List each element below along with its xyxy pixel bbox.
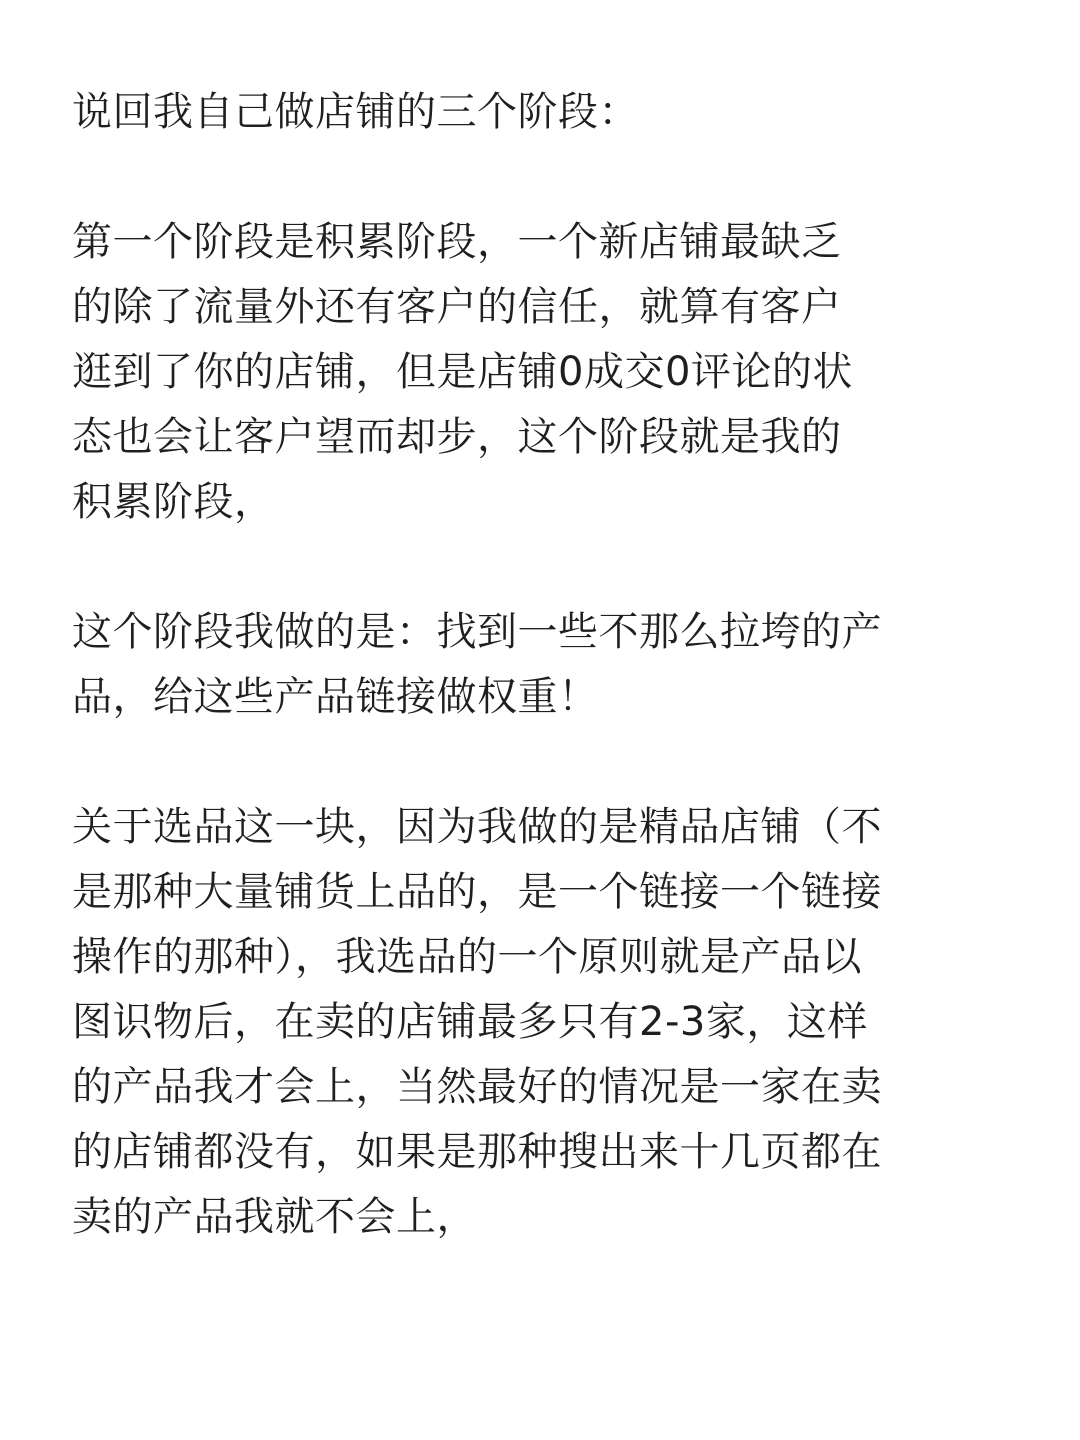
text-line: 操作的那种），我选品的一个原则就是产品以: [72, 934, 862, 980]
paragraph-stage-action: [72, 600, 1008, 730]
text-line: 关于选品这一块，因为我做的是精品店铺（不: [72, 804, 882, 850]
paragraph-intro: [72, 80, 1008, 145]
text-line: 卖的产品我就不会上，: [72, 1194, 477, 1240]
text-line: 图识物后，在卖的店铺最多只有2-3家，这样: [72, 999, 868, 1045]
text-line: 这个阶段我做的是：找到一些不那么拉垮的产: [72, 609, 882, 655]
text-line: 是那种大量铺货上品的，是一个链接一个链接: [72, 869, 882, 915]
text-line: 积累阶段，: [72, 479, 275, 525]
paragraph-product-selection: [72, 795, 1008, 1250]
paragraph-stage-one: [72, 210, 1008, 535]
document-body: [72, 80, 1008, 1315]
text-line: 的店铺都没有，如果是那种搜出来十几页都在: [72, 1129, 882, 1175]
text-line: 的产品我才会上，当然最好的情况是一家在卖: [72, 1064, 882, 1110]
text-line: 的除了流量外还有客户的信任，就算有客户: [72, 284, 842, 330]
text-line: 品，给这些产品链接做权重！: [72, 674, 599, 720]
text-line: 说回我自己做店铺的三个阶段：: [72, 89, 639, 135]
text-line: 态也会让客户望而却步，这个阶段就是我的: [72, 414, 842, 460]
text-line: 逛到了你的店铺，但是店铺0成交0评论的状: [72, 349, 853, 395]
text-line: 第一个阶段是积累阶段，一个新店铺最缺乏: [72, 219, 842, 265]
